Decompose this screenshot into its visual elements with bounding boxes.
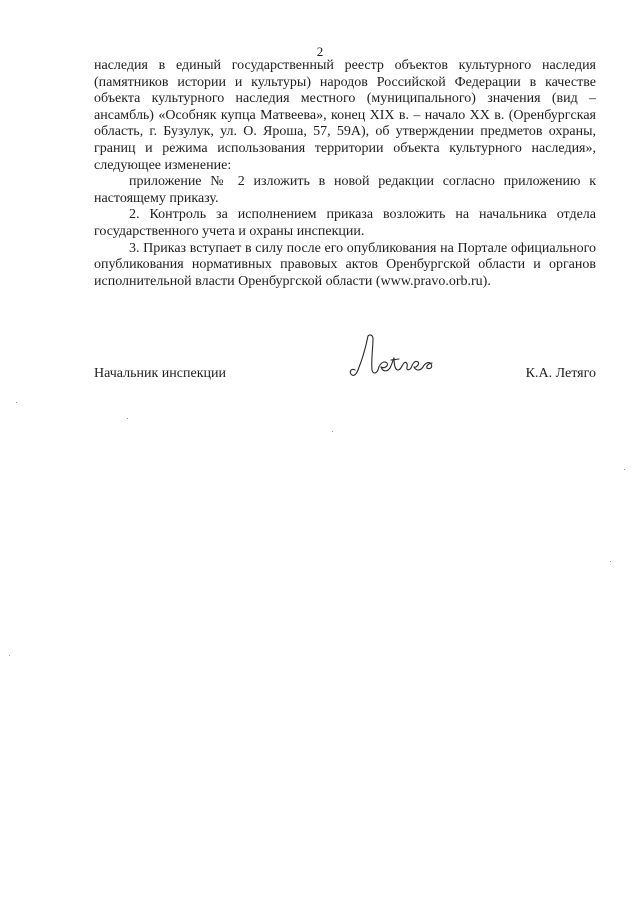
scan-speck [610, 561, 611, 562]
page-number: 2 [316, 44, 324, 59]
scan-speck [332, 431, 333, 432]
handwritten-signature [346, 330, 450, 382]
paragraph-control: 2. Контроль за исполнением приказа возложить на начальника отдела государственного учета и охраны инспекции. [94, 207, 596, 239]
paragraph-register-amendment: наследия в единый государственный реестр объектов культурного наследия (памятников истории и культуры) народов Российской Федерации в качестве объекта культурного наследия местного (муниципального) значения (вид – ансамбль) «Особняк купца Матвеева», конец XIX в. – начало XX в. (Оренбургская область, г. Бузулук, ул. О. Яроша, 57, 59А), об утверждении предметов охраны, границ и режима использования территории объекта культурного наследия», следующее изменение: [94, 58, 596, 173]
scan-speck [9, 655, 10, 656]
paragraph-appendix-2: приложение № 2 изложить в новой редакции согласно приложению к настоящему приказу. [94, 174, 596, 206]
scan-speck [16, 402, 17, 403]
scan-speck [624, 469, 625, 470]
paragraph-entry-into-force: 3. Приказ вступает в силу после его опубликования на Портале официального опубликования нормативных правовых актов Оренбургской области и органов исполнительной власти Оренбургской области (www.pravo.orb.ru). [94, 240, 596, 289]
signer-position: Начальник инспекции [94, 366, 226, 381]
scan-speck [127, 418, 128, 419]
document-body [94, 58, 596, 290]
signer-name: К.А. Летяго [525, 366, 596, 381]
